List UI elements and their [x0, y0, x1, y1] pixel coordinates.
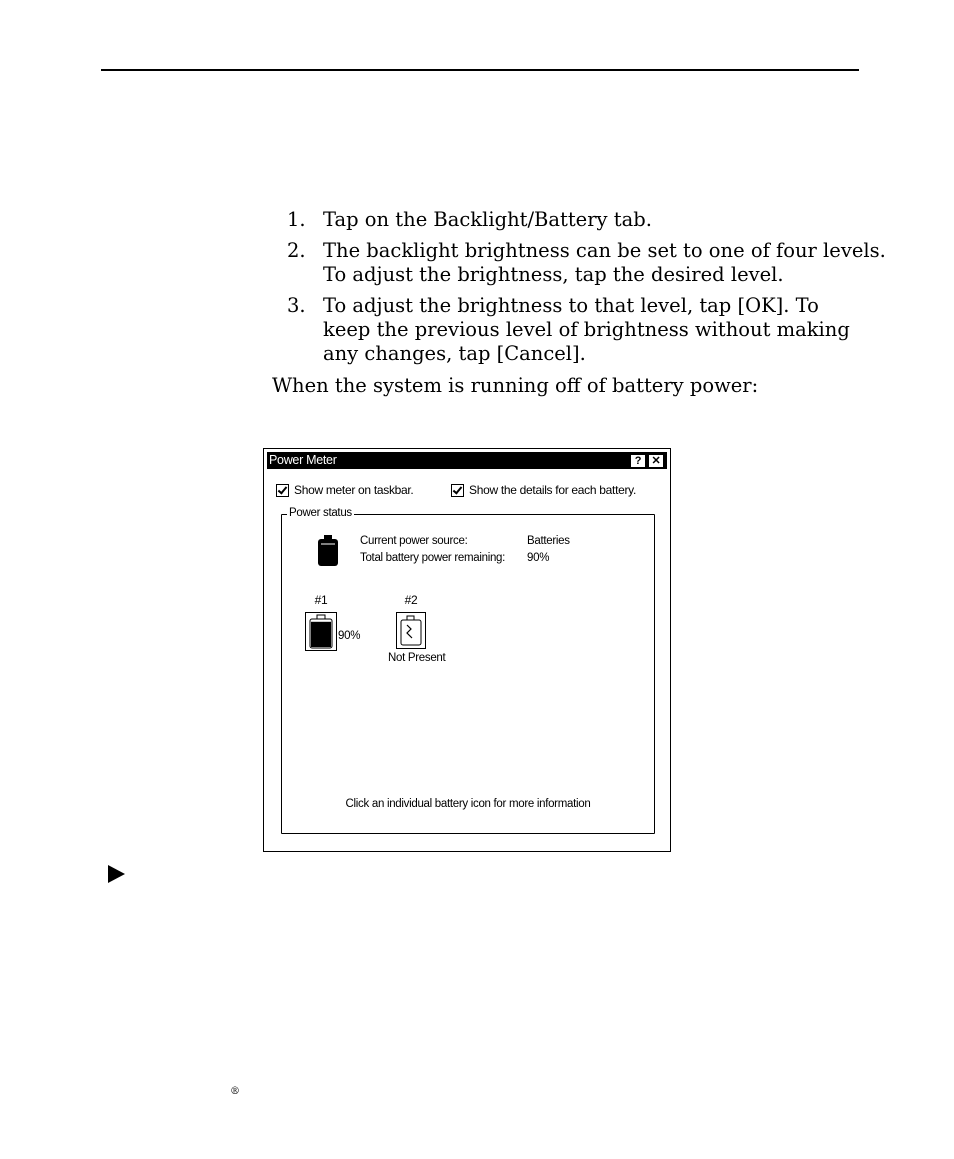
battery2-button[interactable] — [396, 612, 426, 649]
step-item — [287, 208, 887, 232]
step-text: keep the previous level of brightness without making — [323, 318, 850, 341]
power-source-value: Batteries — [527, 535, 570, 547]
step-number: 2. — [287, 239, 306, 262]
right-triangle-icon — [108, 865, 125, 883]
step-text: Tap on the Backlight/Battery tab. — [323, 208, 652, 231]
show-meter-checkbox[interactable] — [276, 484, 289, 497]
steps-list — [287, 208, 887, 373]
help-button[interactable]: ? — [630, 454, 646, 468]
battery1-button[interactable] — [305, 612, 337, 651]
power-meter-dialog — [263, 448, 671, 852]
header-rule — [101, 69, 859, 71]
battery2-label: #2 — [404, 593, 418, 607]
registered-mark: ® — [230, 1086, 240, 1097]
battery-icon — [306, 613, 336, 650]
battery1-label: #1 — [314, 593, 328, 607]
battery-icon — [317, 535, 339, 567]
battery-icon — [397, 613, 425, 648]
step-text: any changes, tap [Cancel]. — [323, 342, 586, 365]
footer-note: Click an individual battery icon for more information — [345, 798, 591, 810]
remaining-label: Total battery power remaining: — [360, 552, 506, 564]
show-details-checkbox[interactable] — [451, 484, 464, 497]
battery1-percent: 90% — [338, 630, 361, 642]
step-number: 3. — [287, 294, 306, 317]
intro-text: When the system is running off of battery power: — [272, 374, 759, 397]
show-meter-checkbox-row[interactable] — [276, 483, 413, 497]
show-details-checkbox-row[interactable] — [451, 483, 636, 497]
show-meter-label: Show meter on taskbar. — [294, 483, 414, 497]
group-title: Power status — [289, 507, 352, 519]
remaining-value: 90% — [527, 552, 550, 564]
close-button[interactable]: ✕ — [648, 454, 664, 468]
battery2-status: Not Present — [388, 652, 446, 664]
step-text: The backlight brightness can be set to one of four levels. — [323, 239, 886, 262]
power-source-label: Current power source: — [360, 535, 468, 547]
dialog-titlebar — [267, 452, 667, 469]
show-details-label: Show the details for each battery. — [469, 483, 637, 497]
step-item — [287, 294, 887, 366]
step-text: To adjust the brightness to that level, tap [OK]. To — [323, 294, 819, 317]
step-text: To adjust the brightness, tap the desired level. — [323, 263, 784, 286]
step-item — [287, 239, 887, 287]
power-status-group — [281, 507, 655, 834]
dialog-title: Power Meter — [269, 453, 337, 467]
step-number: 1. — [287, 208, 306, 231]
